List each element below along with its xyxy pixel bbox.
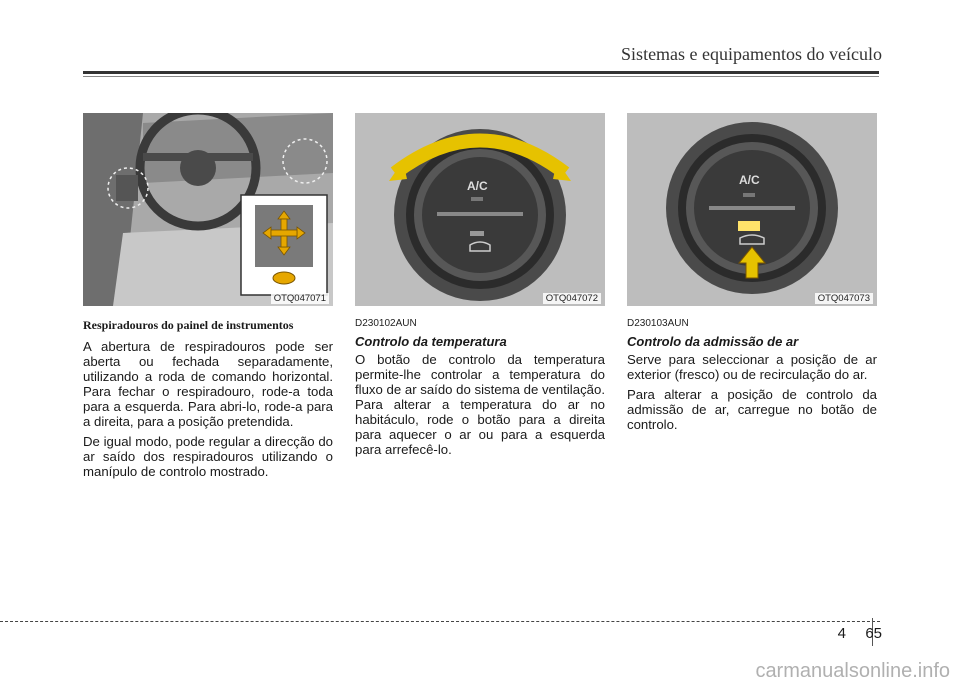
header-rule-thin bbox=[83, 76, 879, 77]
header-rule bbox=[83, 71, 879, 74]
column-temperature bbox=[355, 318, 605, 462]
column-air-intake bbox=[627, 318, 877, 437]
knob-label: A/C bbox=[467, 179, 488, 193]
paragraph: A abertura de respiradouros pode ser aberta ou fechada separadamente, utilizando a roda de comando horizontal. Para fechar o respiradouro, rode-a toda para a esquerda. Para abri-lo, rode-a para a direita, para a posição pretendida. bbox=[83, 339, 333, 429]
paragraph: Para alterar a posição de controlo da admissão de ar, carregue no botão de controlo. bbox=[627, 387, 877, 432]
figure-dashboard-vents bbox=[83, 113, 333, 306]
page-header-title: Sistemas e equipamentos do veículo bbox=[621, 44, 882, 64]
chapter-number: 4 bbox=[837, 625, 846, 642]
figure-code: OTQ047071 bbox=[271, 293, 329, 304]
section-heading: Respiradouros do painel de instrumentos bbox=[83, 318, 294, 332]
paragraph: O botão de controlo da temperatura permite-lhe controlar a temperatura do fluxo de ar saído do sistema de ventilação. Para alterar a temperatura do ar no habitáculo, rode o botão para a direita para aquecer o ar ou para a esquerda para arrefecê-lo. bbox=[355, 352, 605, 457]
watermark: carmanualsonline.info bbox=[755, 660, 950, 682]
section-heading: Controlo da admissão de ar bbox=[627, 334, 799, 349]
figure-code: OTQ047073 bbox=[815, 293, 873, 304]
figure-temperature-knob bbox=[355, 113, 605, 306]
paragraph: De igual modo, pode regular a direcção do ar saído dos respiradouros utilizando o manípulo de controlo mostrado. bbox=[83, 434, 333, 479]
section-code: D230103AUN bbox=[627, 318, 689, 329]
footer-dashed-rule bbox=[0, 621, 880, 622]
section-heading: Controlo da temperatura bbox=[355, 334, 507, 349]
figure-code: OTQ047072 bbox=[543, 293, 601, 304]
figure-air-intake-knob bbox=[627, 113, 877, 306]
page-num: 65 bbox=[865, 625, 882, 642]
knob-label: A/C bbox=[739, 173, 760, 187]
paragraph: Serve para seleccionar a posição de ar exterior (fresco) ou de recirculação do ar. bbox=[627, 352, 877, 382]
section-code: D230102AUN bbox=[355, 318, 417, 329]
column-vents bbox=[83, 318, 333, 484]
